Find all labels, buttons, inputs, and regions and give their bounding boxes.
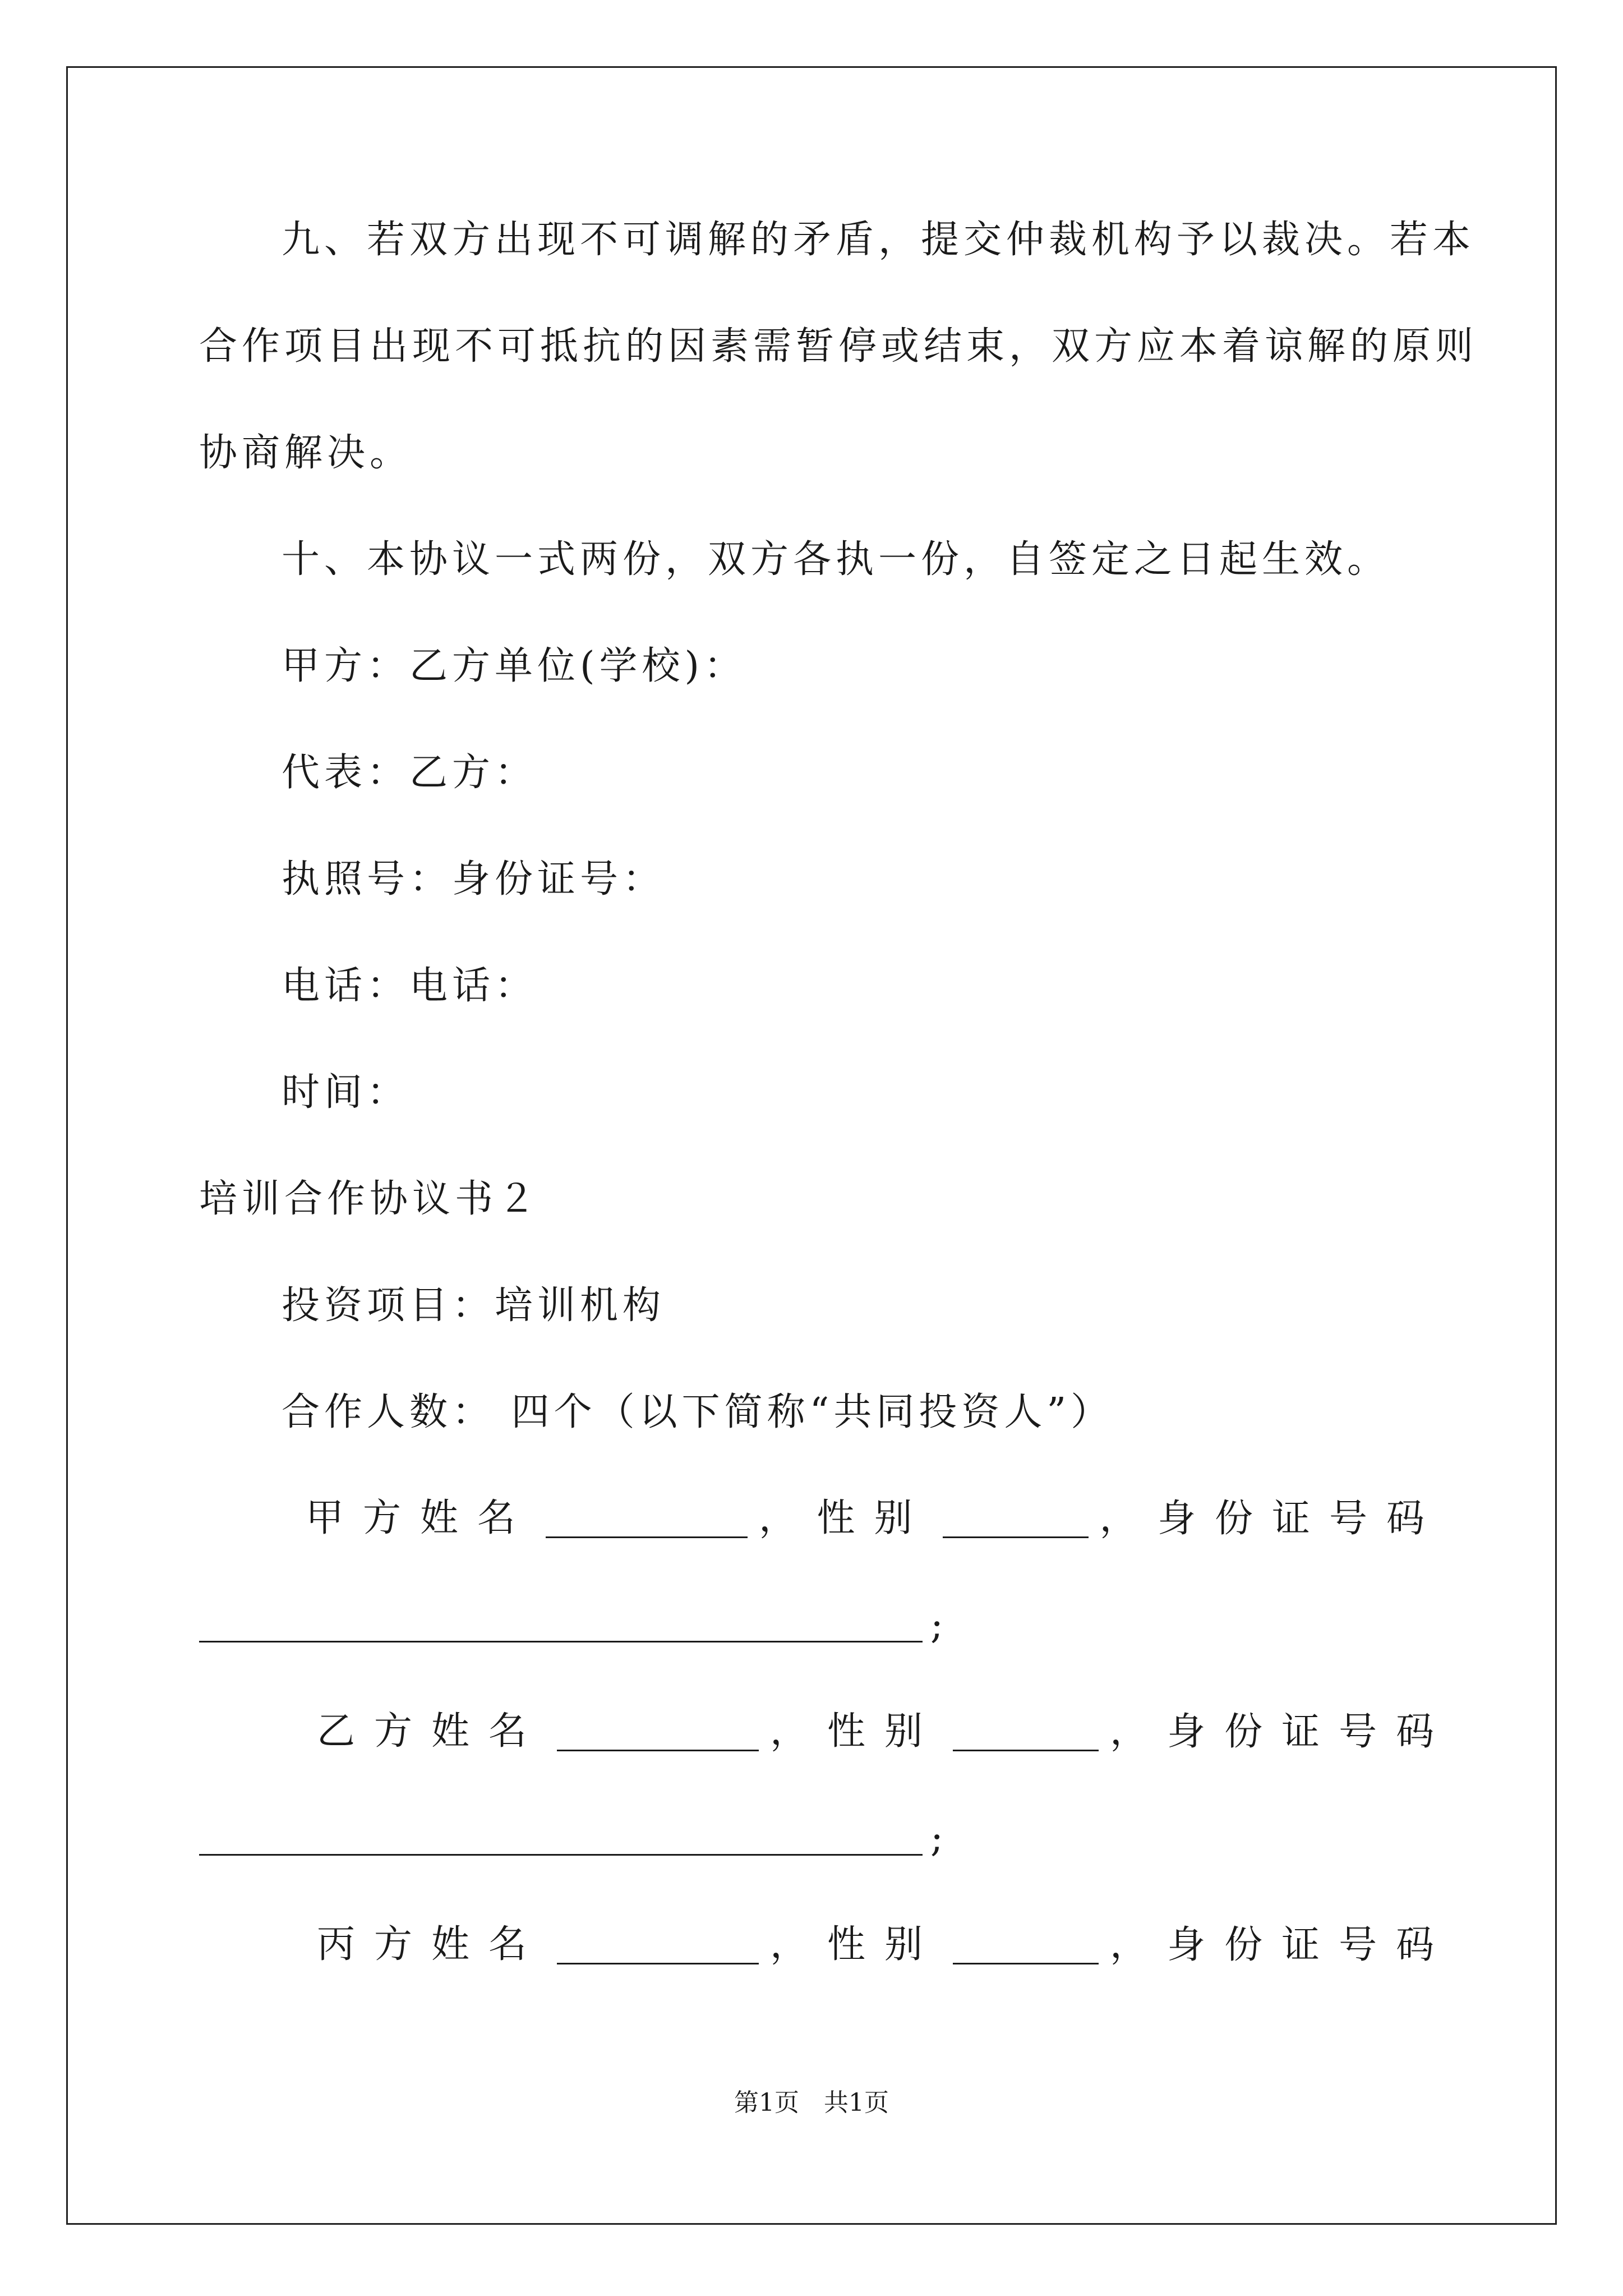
clause-9-line-3: 协商解决。 xyxy=(199,430,413,475)
clause-9-line-2: 合作项目出现不可抵抗的因素需暂停或结束，双方应本着谅解的原则 xyxy=(199,324,1478,369)
party-a-name-label: 甲方姓名 xyxy=(306,1496,535,1540)
comma: ， xyxy=(1110,1922,1168,1967)
document-body xyxy=(199,213,1478,2025)
id-number-label: 身份证号码 xyxy=(1167,1922,1454,1967)
clause-9-line-1: 九、若双方出现不可调解的矛盾，提交仲裁机构予以裁决。若本 xyxy=(282,218,1476,262)
clause-10: 十、本协议一式两份，双方各执一份，自签定之日起生效。 xyxy=(282,537,1390,582)
party-b-name-blank[interactable] xyxy=(557,1717,759,1751)
gender-label: 性别 xyxy=(827,1922,942,1967)
party-a-id-row xyxy=(199,1599,1424,1652)
comma: ， xyxy=(770,1922,828,1967)
semicolon: ; xyxy=(930,1603,948,1648)
party-c-row xyxy=(199,1918,1454,1972)
party-b-id-row xyxy=(199,1812,1424,1865)
party-a-gender-blank[interactable] xyxy=(943,1504,1089,1538)
investment-project-line: 投资项目：培训机构 xyxy=(282,1283,666,1328)
comma: ， xyxy=(1110,1709,1168,1754)
id-number-label: 身份证号码 xyxy=(1167,1709,1454,1754)
page-footer: 第1页 共1页 xyxy=(734,2088,889,2117)
id-number-label: 身份证号码 xyxy=(1157,1496,1444,1541)
party-c-name-blank[interactable] xyxy=(557,1930,759,1964)
party-a-id-blank[interactable] xyxy=(199,1608,923,1642)
gender-label: 性别 xyxy=(827,1709,942,1754)
party-b-row xyxy=(199,1705,1454,1759)
party-a-name-blank[interactable] xyxy=(546,1504,748,1538)
partner-count-line: 合作人数： 四个（以下简称“共同投资人”） xyxy=(282,1389,1114,1434)
comma: ， xyxy=(759,1496,817,1540)
party-a-row xyxy=(199,1492,1444,1545)
party-c-gender-blank[interactable] xyxy=(953,1930,1099,1964)
signature-time-line: 时间： xyxy=(282,1070,410,1115)
party-b-id-blank[interactable] xyxy=(199,1821,923,1856)
gender-label: 性别 xyxy=(817,1496,932,1540)
party-b-gender-blank[interactable] xyxy=(953,1717,1099,1751)
signature-license-line: 执照号：身份证号： xyxy=(282,857,666,901)
comma: ， xyxy=(770,1709,828,1754)
comma: ， xyxy=(1099,1496,1157,1540)
signature-phone-line: 电话：电话： xyxy=(282,963,538,1008)
signature-party-line: 甲方：乙方单位(学校)： xyxy=(282,643,747,688)
semicolon: ; xyxy=(930,1816,948,1861)
agreement-2-title: 培训合作协议书２ xyxy=(199,1176,541,1221)
party-c-name-label: 丙方姓名 xyxy=(317,1922,546,1967)
party-b-name-label: 乙方姓名 xyxy=(317,1709,546,1754)
signature-representative-line: 代表：乙方： xyxy=(282,750,538,795)
